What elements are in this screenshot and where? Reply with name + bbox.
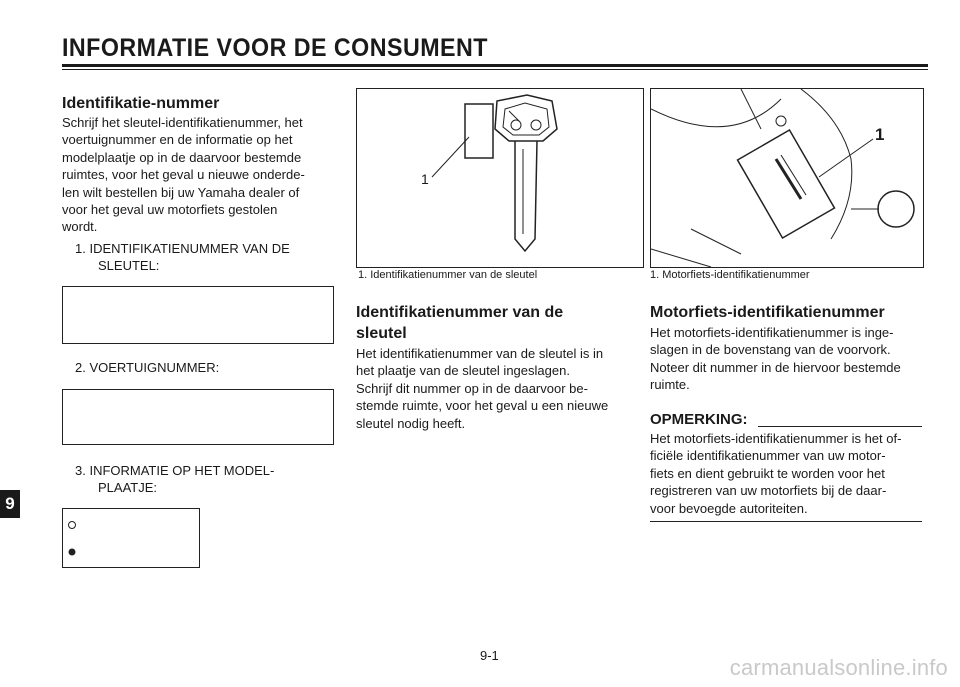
identification-paragraph: Schrijf het sleutel-identifikatienummer, het voertuignummer en de informatie op het modelplaatje op in de daarvoor bestemde ruimtes, voor het geval u nieuwe onderde- len wilt bestellen bij uw Yamaha dealer of voor het geval uw motorfiets gestolen wordt.: [62, 115, 305, 235]
frame-caption: 1. Motorfiets-identifikatienummer: [650, 269, 810, 281]
section-tab: 9: [0, 490, 20, 518]
key-figure: [356, 88, 644, 268]
watermark: carmanualsonline.info: [729, 655, 948, 680]
key-figure-label: 1: [421, 171, 429, 187]
item1-label: 1. IDENTIFIKATIENUMMER VAN DE: [75, 241, 290, 256]
frame-figure-label: 1: [875, 125, 885, 144]
model-plate-box[interactable]: [62, 508, 200, 568]
note-heading-rule: [758, 426, 922, 427]
item2-label: 2. VOERTUIGNUMMER:: [75, 360, 220, 375]
plate-rivets: [63, 509, 199, 567]
key-caption: 1. Identifikatienummer van de sleutel: [358, 269, 538, 281]
page-title: INFORMATIE VOOR DE CONSUMENT: [62, 34, 488, 62]
item3-label-cont: PLAATJE:: [98, 480, 158, 495]
item1-label-cont: SLEUTEL:: [98, 258, 160, 273]
key-number-paragraph: Het identifikatienummer van de sleutel is in het plaatje van de sleutel ingeslagen. Schrijf dit nummer op in de daarvoor be- stemde ruimte, voor het geval u een nieuwe sleutel nodig heeft.: [356, 346, 609, 431]
note-paragraph: Het motorfiets-identifikatienummer is het of- ficiële identifikatienummer van uw motor- fiets en dient gebruikt te worden voor het registreren van uw motorfiets bij de daar- voor bevoegde autoriteiten.: [650, 431, 902, 516]
header-rule-thin: [62, 69, 928, 70]
key-illustration: [357, 89, 643, 267]
page-number: 9-1: [480, 648, 499, 663]
note-bottom-rule: [650, 521, 922, 522]
identification-heading: Identifikatie-nummer: [62, 95, 220, 112]
frame-illustration: [651, 89, 923, 267]
key-number-heading-cont: sleutel: [356, 325, 407, 342]
header-rule: [62, 64, 928, 67]
frame-number-paragraph: Het motorfiets-identifikatienummer is inge- slagen in de bovenstang van de voorvork. Noteer dit nummer in de hiervoor bestemde ruimte.: [650, 325, 901, 393]
frame-number-heading: Motorfiets-identifikatienummer: [650, 304, 885, 321]
frame-figure: [650, 88, 924, 268]
key-number-heading: Identifikatienummer van de: [356, 304, 564, 321]
vehicle-number-box[interactable]: [62, 389, 334, 445]
key-number-box[interactable]: [62, 286, 334, 344]
item3-label: 3. INFORMATIE OP HET MODEL-: [75, 463, 275, 478]
note-heading: OPMERKING:: [650, 411, 748, 428]
